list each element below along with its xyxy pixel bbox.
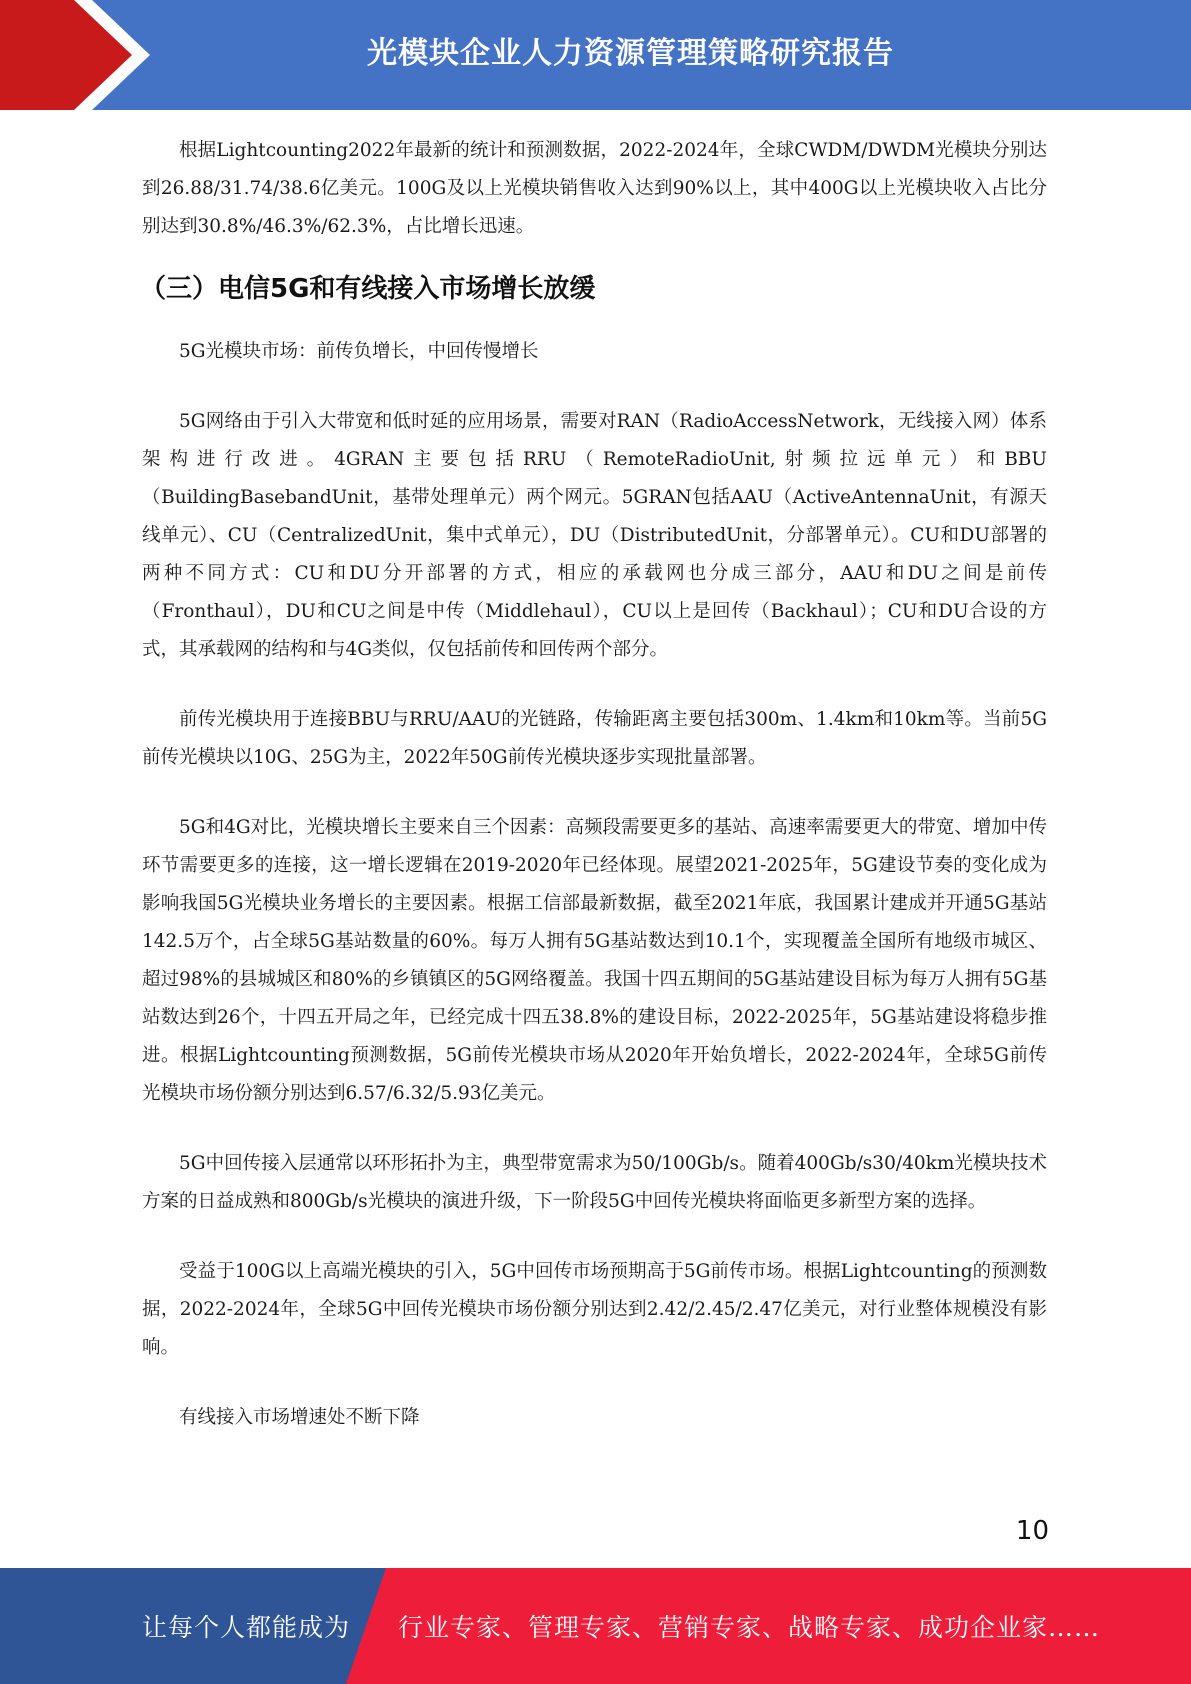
paragraph-wired-access: 有线接入市场增速处不断下降 (179, 1407, 420, 1428)
footer-slogan-right: 行业专家、管理专家、营销专家、战略专家、成功企业家…… (398, 1613, 1101, 1642)
paragraph-fronthaul-modules: 前传光模块用于连接BBU与RRU/AAU的光链路，传输距离主要包括300m、1.4km和10km等。当前5G前传光模块以10G、25G为主，2022年50G前传光模块逐步实现批量部署。 (142, 709, 1047, 768)
page-header (0, 0, 1191, 110)
paragraph-5g-ran-architecture: 5G网络由于引入大带宽和低时延的应用场景，需要对RAN（RadioAccessNetwork，无线接入网）体系架构进行改进。4GRAN主要包括RRU（RemoteRadioUnit,射频拉远单元）和BBU（BuildingBasebandUnit，基带处理单元）两个网元。5GRAN包括AAU（ActiveAntennaUnit，有源天线单元）、CU（CentralizedUnit，集中式单元），DU（DistributedUnit，分部署单元）。CU和DU部署的两种不同方式：CU和DU分开部署的方式，相应的承载网也分成三部分，AAU和DU之间是前传（Fronthaul），DU和CU之间是中传（Middlehaul），CU以上是回传（Backhaul）；CU和DU合设的方式，其承载网的结构和与4G类似，仅包括前传和回传两个部分。 (142, 411, 1047, 660)
paragraph-5g-market-subtitle: 5G光模块市场：前传负增长，中回传慢增长 (179, 341, 539, 362)
paragraph-5g-vs-4g-growth: 5G和4G对比，光模块增长主要来自三个因素：高频段需要更多的基站、高速率需要更大的带宽、增加中传环节需要更多的连接，这一增长逻辑在2019-2020年已经体现。展望2021-2025年，5G建设节奏的变化成为影响我国5G光模块业务增长的主要因素。根据工信部最新数据，截至2021年底，我国累计建成并开通5G基站142.5万个，占全球5G基站数量的60%。每万人拥有5G基站数达到10.1个，实现覆盖全国所有地级市城区、超过98%的县城城区和80%的乡镇镇区的5G网络覆盖。我国十四五期间的5G基站建设目标为每万人拥有5G基站数达到26个，十四五开局之年，已经完成十四五38.8%的建设目标，2022-2025年，5G基站建设将稳步推进。根据Lightcounting预测数据，5G前传光模块市场从2020年开始负增长，2022-2024年，全球5G前传光模块市场份额分别达到6.57/6.32/5.93亿美元。 (142, 817, 1047, 1104)
header-arrow-icon (0, 0, 150, 110)
document-title: 光模块企业人力资源管理策略研究报告 (367, 36, 894, 71)
paragraph-mid-backhaul-forecast: 受益于100G以上高端光模块的引入，5G中回传市场预期高于5G前传市场。根据Lightcounting的预测数据，2022-2024年，全球5G中回传光模块市场份额分别达到2.42/2.45/2.47亿美元，对行业整体规模没有影响。 (142, 1261, 1047, 1358)
footer-slogan-left: 让每个人都能成为 (142, 1613, 351, 1642)
section-heading: （三）电信5G和有线接入市场增长放缓 (140, 274, 596, 304)
page-footer (0, 1568, 1191, 1684)
page-number: 10 (1015, 1516, 1049, 1546)
document-body (142, 132, 1047, 1437)
paragraph-mid-backhaul: 5G中回传接入层通常以环形拓扑为主，典型带宽需求为50/100Gb/s。随着400Gb/s30/40km光模块技术方案的日益成熟和800Gb/s光模块的演进升级，下一阶段5G中回传光模块将面临更多新型方案的选择。 (142, 1153, 1047, 1212)
paragraph-cwdm-dwdm: 根据Lightcounting2022年最新的统计和预测数据，2022-2024年，全球CWDM/DWDM光模块分别达到26.88/31.74/38.6亿美元。100G及以上光模块销售收入达到90%以上，其中400G以上光模块收入占比分别达到30.8%/46.3%/62.3%，占比增长迅速。 (142, 140, 1047, 237)
